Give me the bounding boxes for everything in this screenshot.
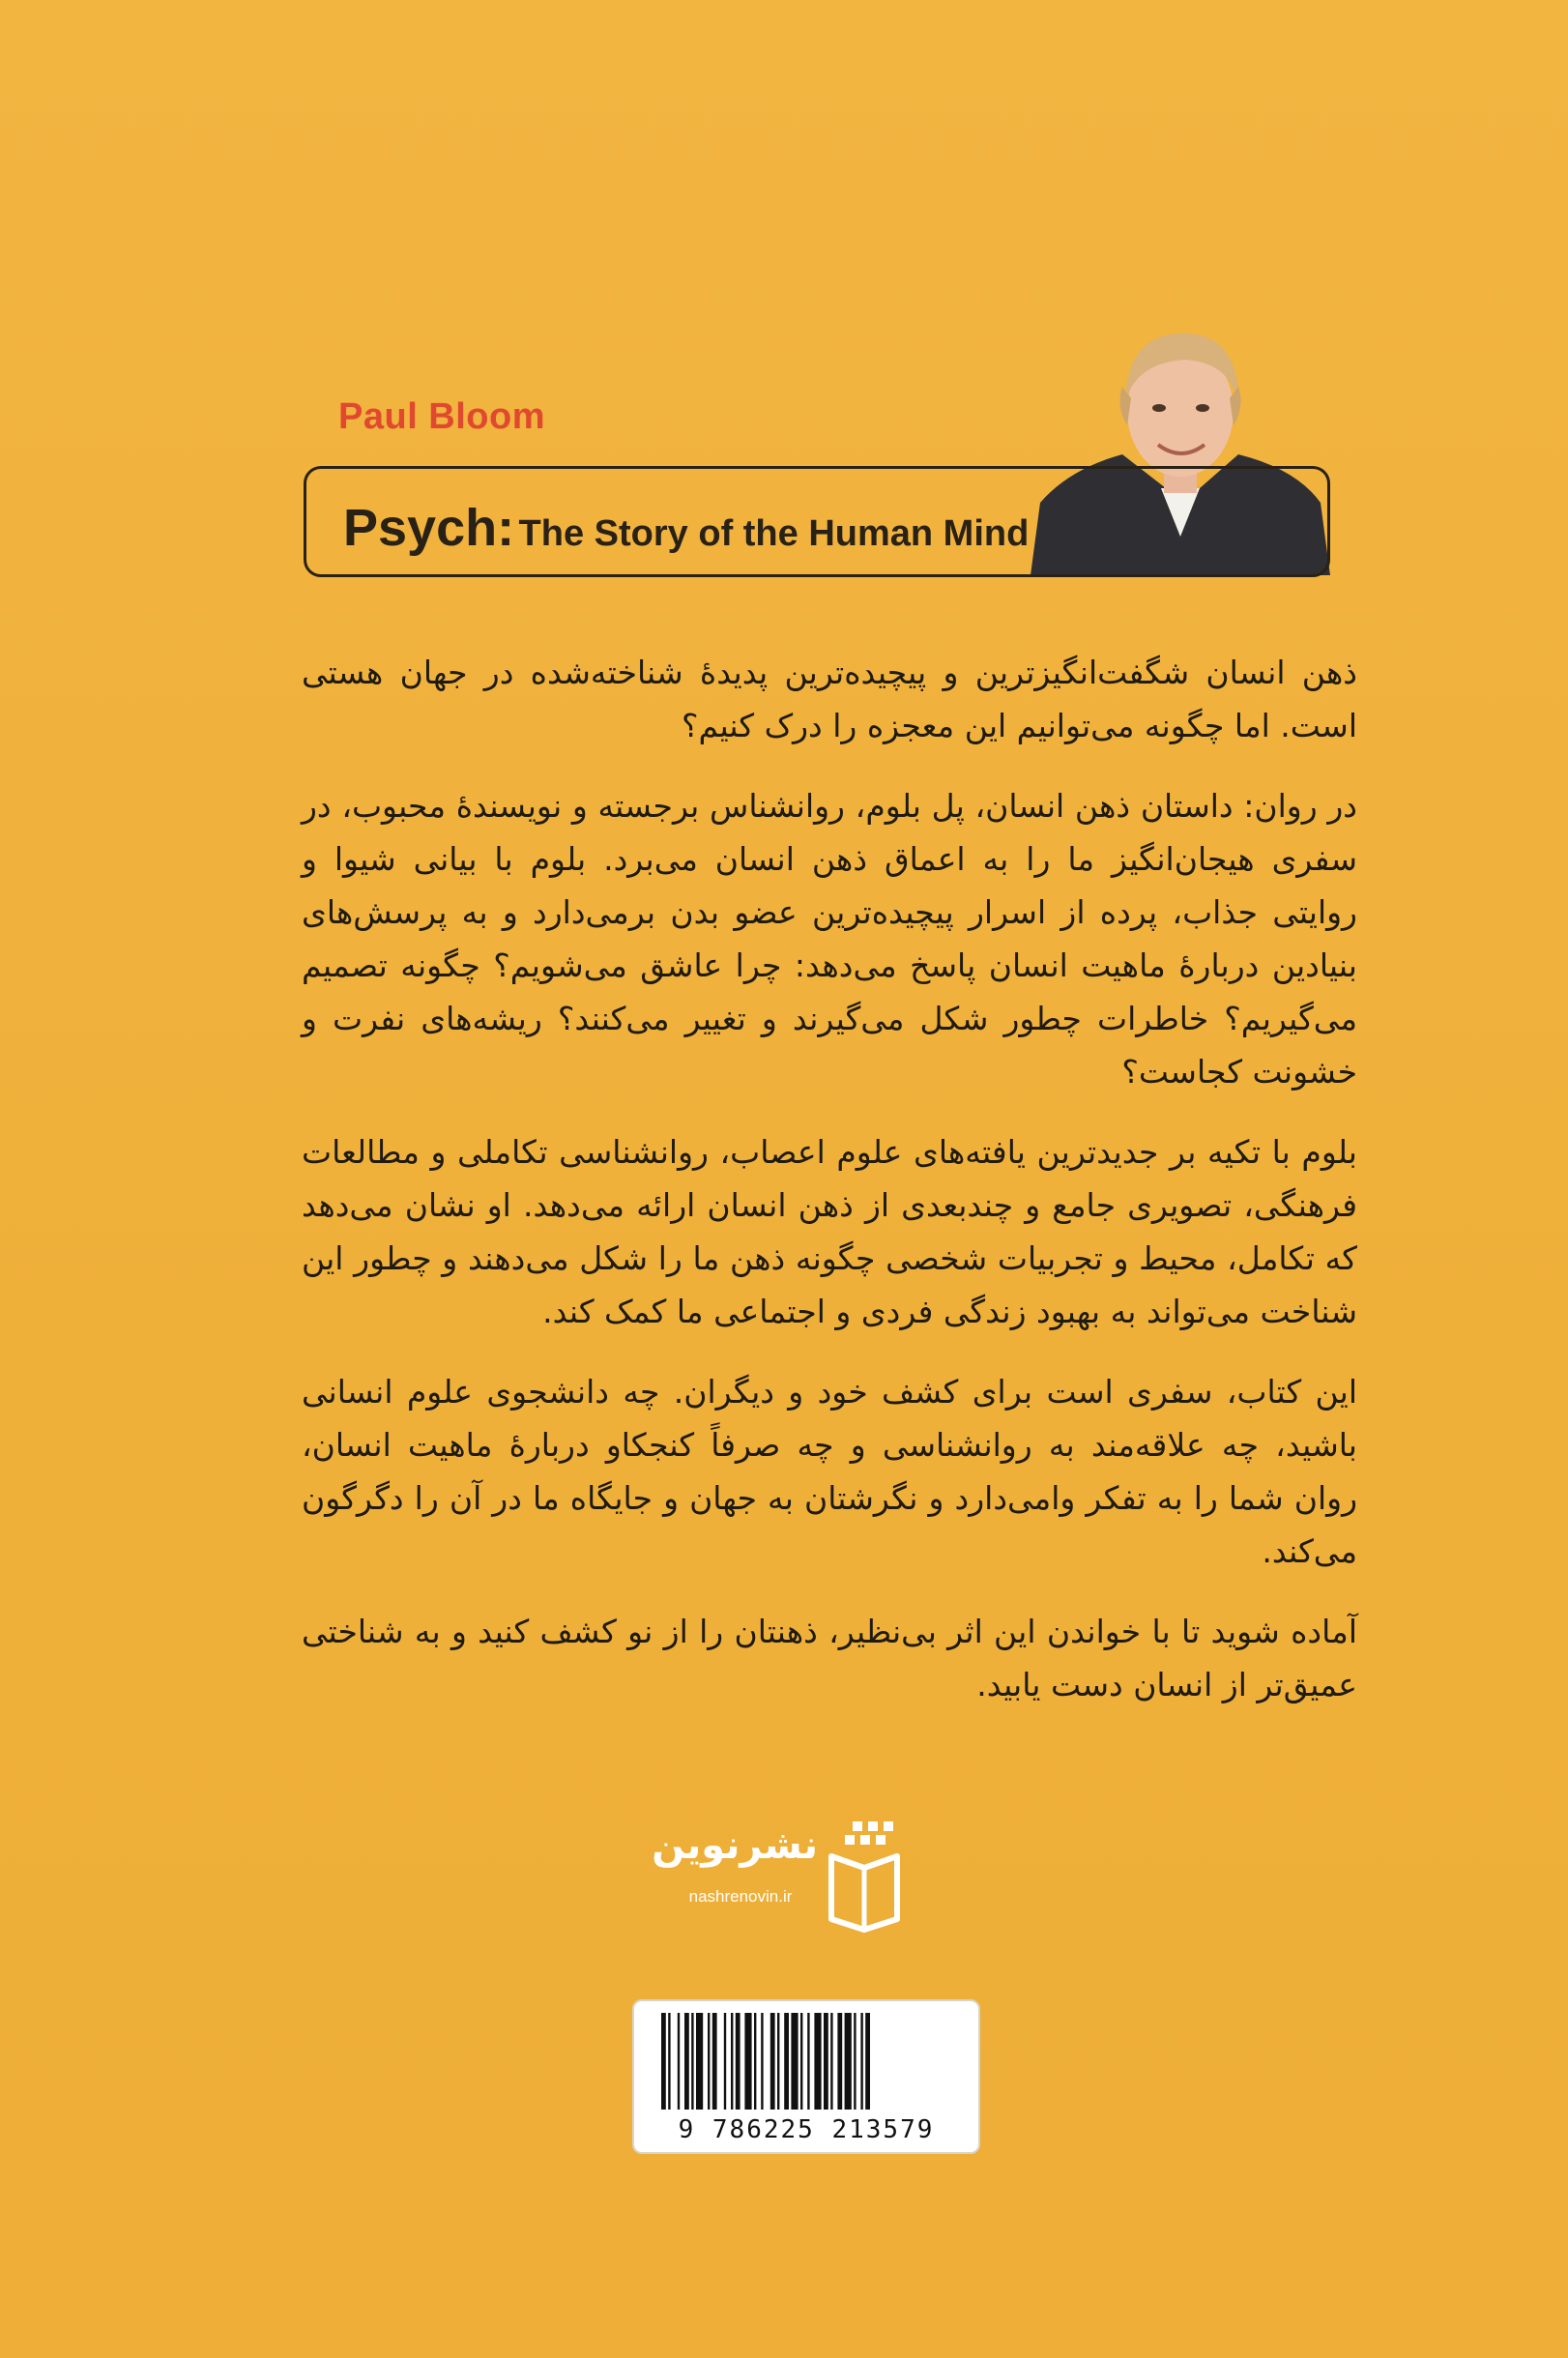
title-box (304, 466, 1330, 577)
publisher-name: نشرنوین (652, 1823, 818, 1868)
blurb-paragraph: آماده شوید تا با خواندن این اثر بی‌نظیر، ذهنتان را از نو کشف کنید و به شناختی عمیق‌تر از انسان دست یابید. (302, 1613, 1357, 1703)
publisher-logo (652, 1818, 905, 1934)
title-subtitle: The Story of the Human Mind (518, 513, 1030, 554)
blurb-paragraph: این کتاب، سفری است برای کشف خود و دیگران. چه دانشجوی علوم انسانی باشید، چه علاقه‌مند به روانشناسی و چه صرفاً کنجکاو دربارهٔ ماهیت انسان، روان شما را به تفکر وامی‌دارد و نگرشتان به جهان و جایگاه ما در آن را دگرگون می‌کند. (302, 1373, 1357, 1570)
book-pixel-logo-icon (826, 1818, 903, 1934)
blurb-paragraph: ذهن انسان شگفت‌انگیزترین و پیچیده‌ترین پدیدهٔ شناخته‌شده در جهان هستی است. اما چگونه می‌توانیم این معجزه را درک کنیم؟ (302, 654, 1357, 744)
blurb-paragraph: در روان: داستان ذهن انسان، پل بلوم، روانشناس برجسته و نویسندهٔ محبوب، در سفری هیجان‌انگیز ما را به اعماق ذهن انسان می‌برد. بلوم با بیانی شیوا و روایتی جذاب، پرده از اسرار پیچیده‌ترین عضو بدن برمی‌دارد و به پرسش‌های بنیادین دربارهٔ ماهیت انسان پاسخ می‌دهد: چرا عاشق می‌شویم؟ چگونه تصمیم می‌گیریم؟ خاطرات چطور شکل می‌گیرند و تغییر می‌کنند؟ ریشه‌های نفرت و خشونت کجاست؟ (302, 787, 1357, 1091)
book-title (343, 498, 1029, 558)
author-name: Paul Bloom (338, 396, 546, 437)
title-main: Psych: (343, 499, 515, 557)
isbn-barcode (632, 1999, 980, 2154)
blurb-text (302, 646, 1357, 1738)
publisher-url: nashrenovin.ir (688, 1887, 793, 1906)
isbn-digits: 9 786225 213579 (678, 2115, 935, 2144)
barcode-bars (634, 2001, 978, 2117)
blurb-paragraph: بلوم با تکیه بر جدیدترین یافته‌های علوم اعصاب، روانشناسی تکاملی و مطالعات فرهنگی، تصویری جامع و چندبعدی از ذهن انسان ارائه می‌دهد. او نشان می‌دهد که تکامل، محیط و تجربیات شخصی چگونه ذهن ما را شکل می‌دهند و چطور این شناخت می‌تواند به بهبود زندگی فردی و اجتماعی ما کمک کند. (302, 1133, 1357, 1330)
